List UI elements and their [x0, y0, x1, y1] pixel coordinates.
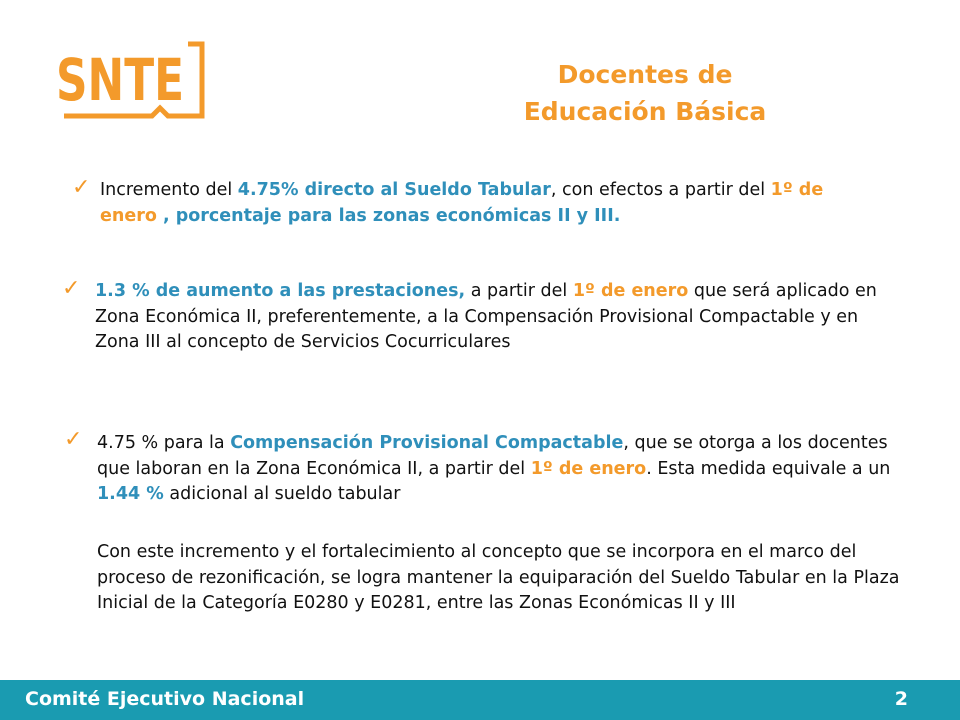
snte-logo: [56, 38, 212, 124]
page-title: [470, 56, 820, 130]
bullet1-text-2: , con efectos a partir del: [550, 180, 771, 200]
bullet3-text-3: . Esta medida equivale a un: [646, 458, 891, 479]
logo-text: SNTE: [56, 46, 184, 114]
bullet1-highlight-1: 4.75% directo al Sueldo Tabular: [237, 180, 551, 200]
bullet3-text-1: 4.75 % para la: [97, 433, 231, 453]
bullet-sueldo-tabular: [100, 178, 880, 229]
bullet2-highlight-1: 1.3 % de aumento a las prestaciones,: [95, 281, 466, 301]
bullet1-text-3: ,: [156, 205, 176, 226]
bullet1-highlight-2: 1º de enero: [100, 180, 824, 226]
bullet2-text-1: a partir del: [465, 281, 573, 301]
check-icon: ✓: [62, 276, 81, 301]
bullet-prestaciones: [95, 279, 895, 356]
footer-organization: Comité Ejecutivo Nacional: [25, 688, 305, 710]
bullet3-text-2: , que se otorga a los docentes que laboran en la Zona Económica II, a partir del: [97, 433, 888, 479]
check-icon: ✓: [64, 427, 83, 452]
check-icon: ✓: [72, 175, 91, 200]
bullet1-text-1: Incremento del: [100, 180, 238, 200]
bullet3-highlight-3: 1.44 %: [97, 484, 164, 504]
bullet3-highlight-2: 1º de enero: [530, 458, 647, 479]
closing-paragraph: Con este incremento y el fortalecimiento al concepto que se incorpora en el marco del proceso de rezonificación, se logra mantener la equiparación del Sueldo Tabular en la Plaza Inicial de la Categoría E0280 y E0281, entre las Zonas Económicas II y III: [97, 542, 900, 613]
bullet3-text-4: adicional al sueldo tabular: [163, 484, 401, 504]
page-number: 2: [894, 688, 908, 710]
bullet2-text-2: que será aplicado en Zona Económica II, preferentemente, a la Compensación Provisional Compactable y en Zona III al concepto de Servicios Cocurriculares: [95, 281, 877, 352]
bullet-compensacion: [97, 431, 917, 508]
bullet2-highlight-2: 1º de enero: [572, 281, 689, 301]
title-line-1: Docentes de: [557, 60, 733, 89]
title-line-2: Educación Básica: [523, 97, 767, 126]
bullet3-highlight-1: Compensación Provisional Compactable: [230, 433, 624, 453]
bullet1-highlight-3: porcentaje para las zonas económicas II y III.: [175, 205, 621, 226]
footer-bar: [0, 680, 960, 720]
